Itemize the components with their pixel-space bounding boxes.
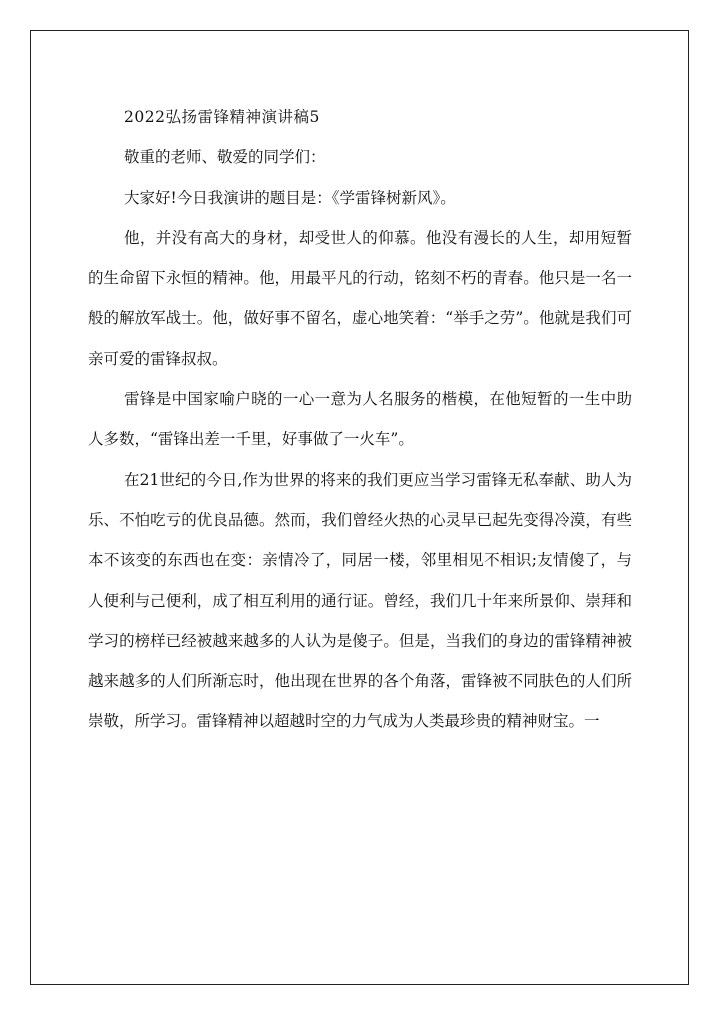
salutation: 敬重的老师、敬爱的同学们： (124, 148, 326, 167)
document-body (88, 97, 632, 742)
document-title: 2022弘扬雷锋精神演讲稿5 (124, 108, 320, 126)
paragraph-2: 雷锋是中国家喻户晓的一心一意为人名服务的楷模，在他短暂的一生中助人多数，“雷锋出差一千里，好事做了一火车”。 (88, 390, 632, 449)
opening-line: 大家好!今日我演讲的题目是：《学雷锋树新风》。 (124, 188, 456, 207)
paragraph-1: 他，并没有高大的身材，却受世人的仰慕。他没有漫长的人生，却用短暂的生命留下永恒的精神。他，用最平凡的行动，铭刻不朽的青春。他只是一名一般的解放军战士。他，做好事不留名，虚心地笑着：“举手之劳”。他就是我们可亲可爱的雷锋叔叔。 (88, 228, 632, 368)
paragraph-3: 在21世纪的今日,作为世界的将来的我们更应当学习雷锋无私奉献、助人为乐、不怕吃亏的优良品德。然而，我们曾经火热的心灵早已起先变得冷漠，有些本不该变的东西也在变：亲情冷了，同居一楼，邻里相见不相识;友情傻了，与人便利与己便利，成了相互利用的通行证。曾经，我们几十年来所景仰、崇拜和学习的榜样已经被越来越多的人认为是傻子。但是，当我们的身边的雷锋精神被越来越多的人们所渐忘时，他出现在世界的各个角落，雷锋被不同肤色的人们所崇敬，所学习。雷锋精神以超越时空的力气成为人类最珍贵的精神财宝。一 (88, 470, 632, 731)
